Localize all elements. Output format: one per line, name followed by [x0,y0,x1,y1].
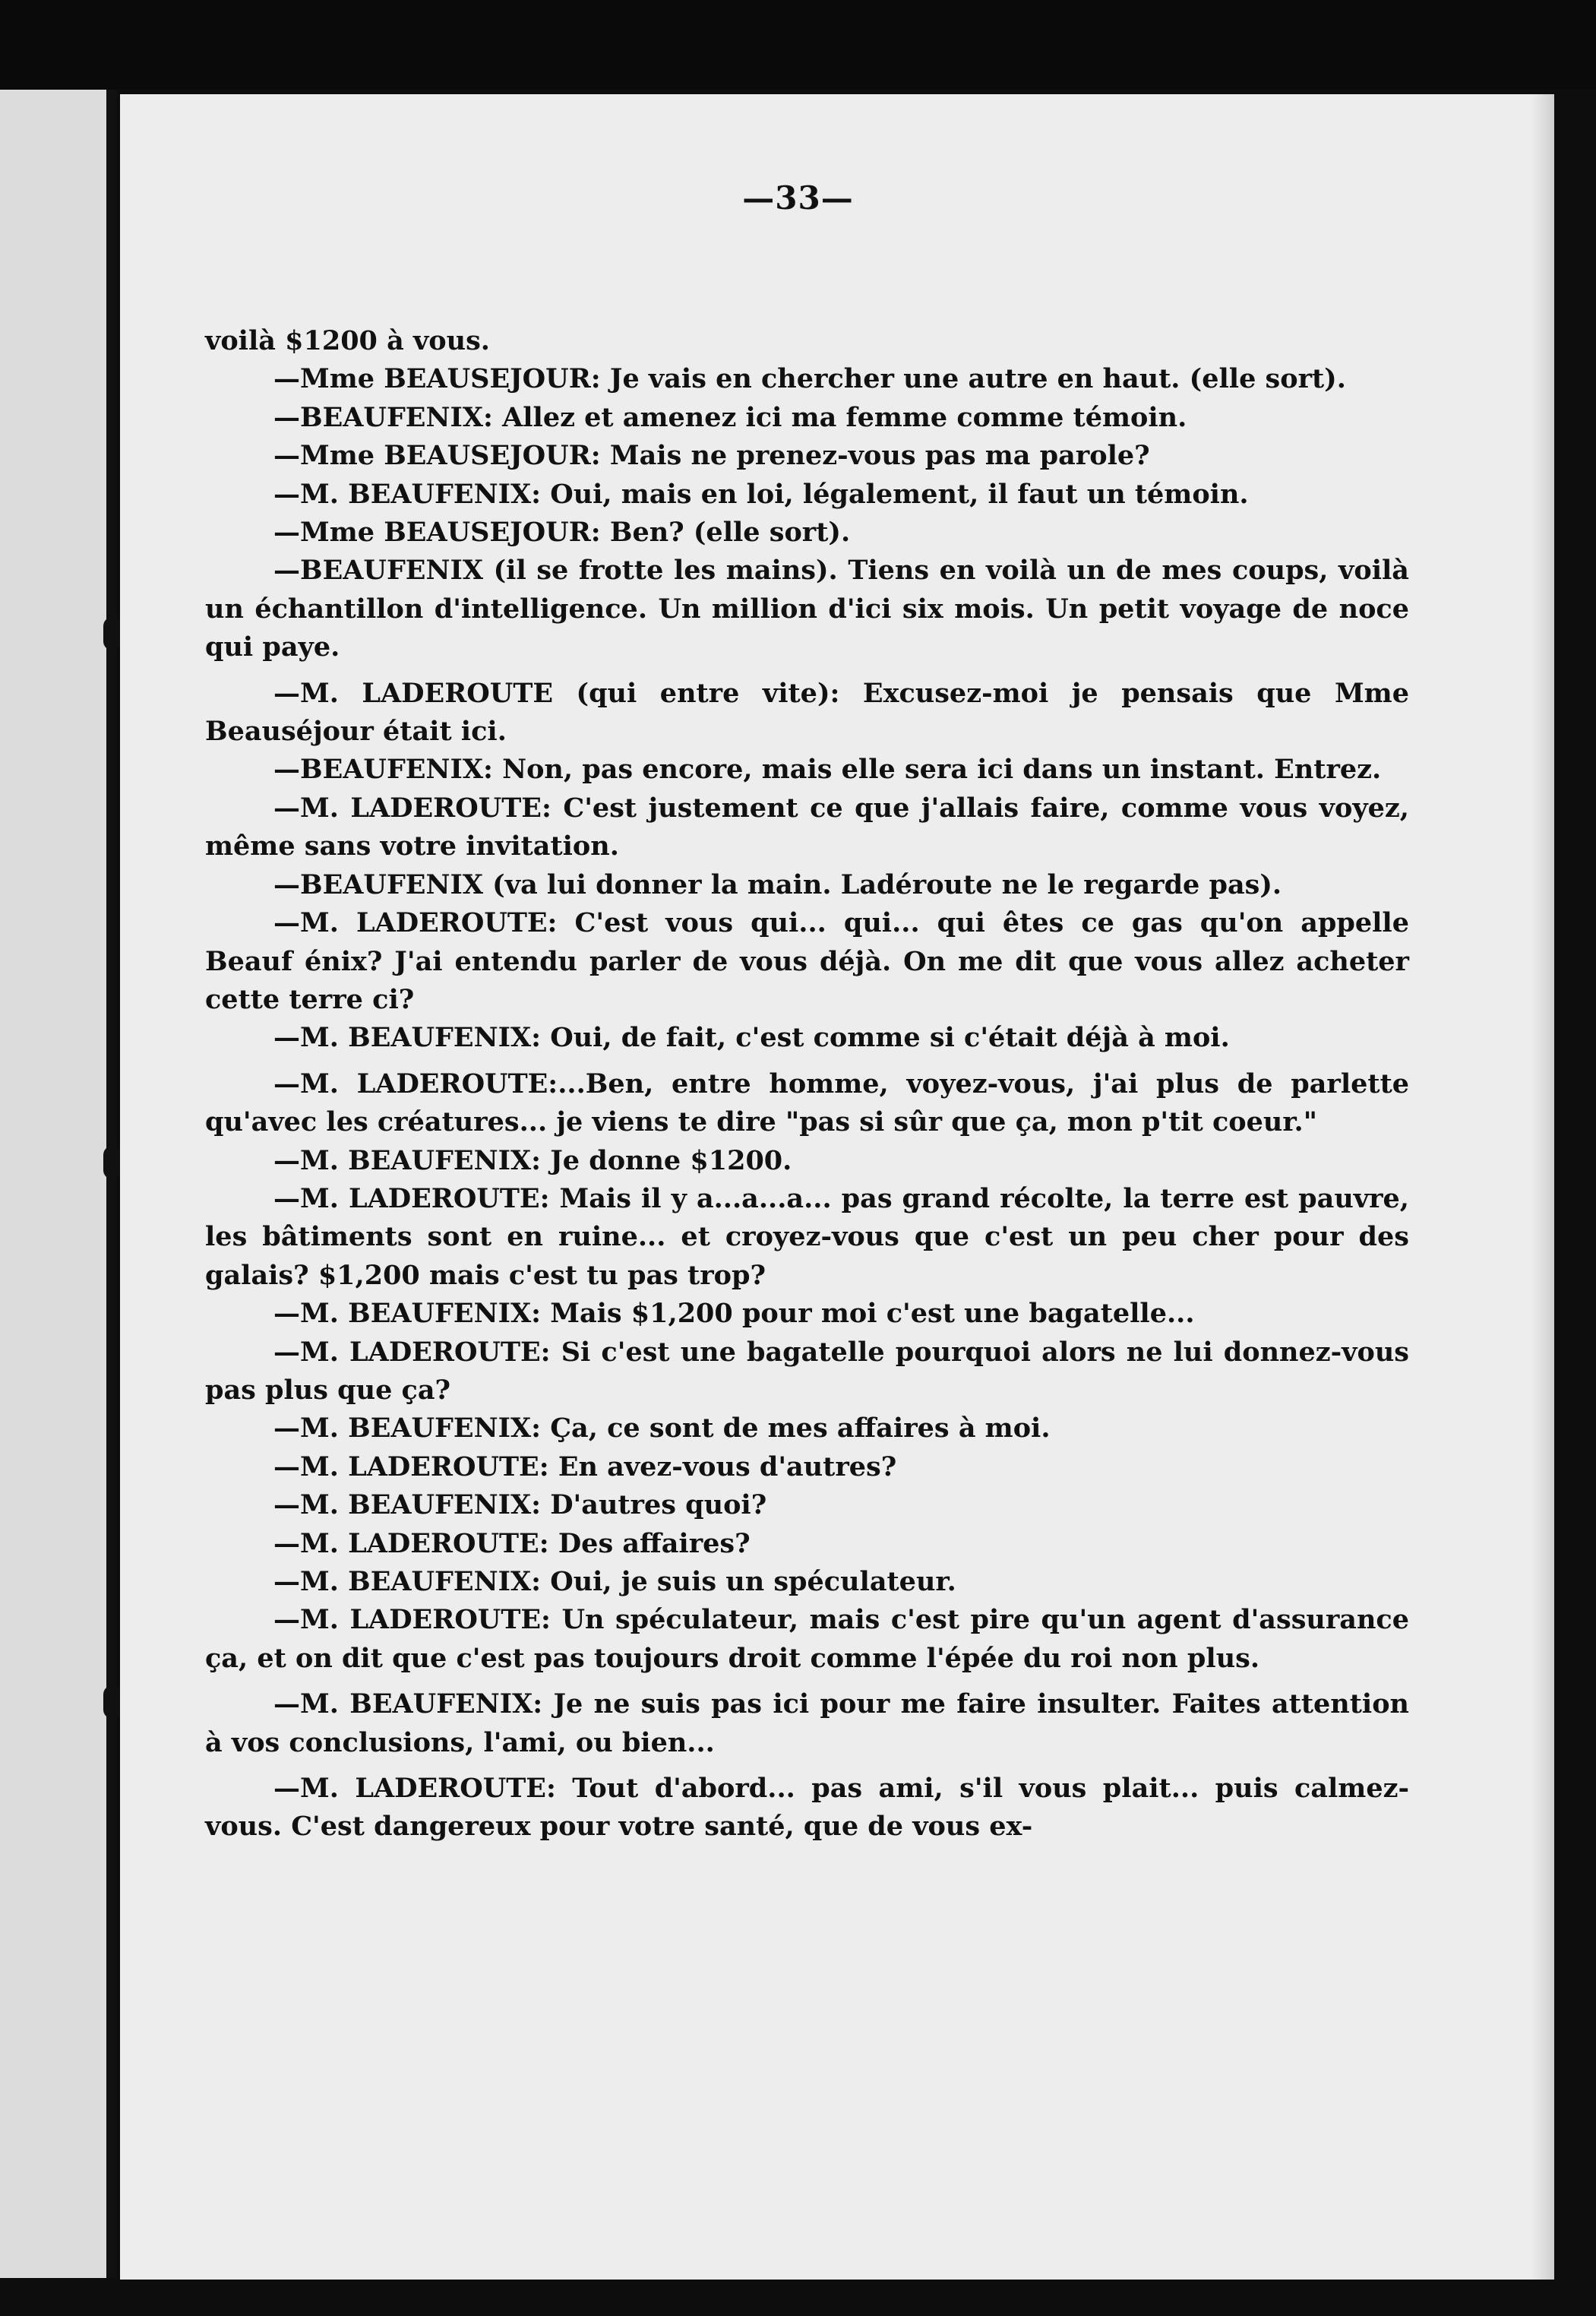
paragraph: —M. BEAUFENIX: Ça, ce sont de mes affaires à moi. [273,1413,1051,1444]
paragraph: —BEAUFENIX: Non, pas encore, mais elle sera ici dans un instant. Entrez. [273,754,1382,786]
paragraph: —M. BEAUFENIX: Je ne suis pas ici pour me faire insulter. Faites attention à vos conclusions, l'ami, ou bien... [205,1688,1409,1758]
paragraph: —M. BEAUFENIX: Oui, de fait, c'est comme si c'était déjà à moi. [273,1022,1230,1054]
paragraph: —M. LADEROUTE: Mais il y a...a...a... pas grand récolte, la terre est pauvre, les bâtiments sont en ruine... et croyez-vous que c'est un peu cher pour des galais? $1,200 mais c'est tu pas trop? [205,1182,1409,1291]
paragraph: voilà $1200 à vous. [205,325,490,356]
binding-hole [103,1146,122,1179]
paragraph: —BEAUFENIX: Allez et amenez ici ma femme comme témoin. [273,401,1187,433]
binding-edge [106,90,117,2278]
page-edge-shadow [1531,94,1554,2280]
paragraph: —M. LADEROUTE: C'est vous qui... qui... qui êtes ce gas qu'on appelle Beauf énix? J'ai entendu parler de vous déjà. On me dit que vous allez acheter cette terre ci? [205,907,1409,1015]
paragraph: —M. LADEROUTE:...Ben, entre homme, voyez-vous, j'ai plus de parlette qu'avec les créatures... je viens te dire "pas si sûr que ça, mon p'tit coeur." [205,1068,1409,1138]
paragraph: —Mme BEAUSEJOUR: Mais ne prenez-vous pas ma parole? [273,440,1150,472]
previous-page-edge [0,90,114,2278]
page-number: —33— [742,179,854,217]
binding-hole [103,617,122,650]
paragraph: —M. BEAUFENIX: Mais $1,200 pour moi c'est une bagatelle... [273,1298,1195,1330]
paragraph: —Mme BEAUSEJOUR: Ben? (elle sort). [273,517,851,549]
paragraph: —M. BEAUFENIX: D'autres quoi? [273,1489,767,1521]
paragraph: —M. LADEROUTE: C'est justement ce que j'allais faire, comme vous voyez, même sans votre invitation. [205,792,1409,862]
paragraph: —M. LADEROUTE (qui entre vite): Excusez-moi je pensais que Mme Beauséjour était ici. [205,677,1409,748]
paragraph: —Mme BEAUSEJOUR: Je vais en chercher une autre en haut. (elle sort). [273,363,1346,395]
paragraph: —BEAUFENIX (il se frotte les mains). Tiens en voilà un de mes coups, voilà un échantillon d'intelligence. Un million d'ici six mois. Un petit voyage de noce qui paye. [205,555,1409,663]
paragraph: —BEAUFENIX (va lui donner la main. Ladéroute ne le regarde pas). [273,868,1282,900]
paragraph: —M. LADEROUTE: Si c'est une bagatelle pourquoi alors ne lui donnez-vous pas plus que ça? [205,1336,1409,1406]
paragraph: —M. BEAUFENIX: Oui, je suis un spéculateur. [273,1566,956,1597]
paragraph: —M. LADEROUTE: Des affaires? [273,1527,751,1559]
paragraph: —M. BEAUFENIX: Oui, mais en loi, légalement, il faut un témoin. [273,478,1249,510]
dialogue-text [205,322,1409,1846]
binding-hole [103,1685,122,1719]
paragraph: —M. LADEROUTE: Un spéculateur, mais c'est pire qu'un agent d'assurance ça, et on dit que c'est pas toujours droit comme l'épée du roi non plus. [205,1604,1409,1674]
paragraph: —M. LADEROUTE: En avez-vous d'autres? [273,1451,897,1482]
paragraph: —M. LADEROUTE: Tout d'abord... pas ami, s'il vous plait... puis calmez-vous. C'est dangereux pour votre santé, que de vous ex- [205,1773,1409,1843]
paragraph: —M. BEAUFENIX: Je donne $1200. [273,1144,792,1176]
scan-top-border [0,0,1596,90]
